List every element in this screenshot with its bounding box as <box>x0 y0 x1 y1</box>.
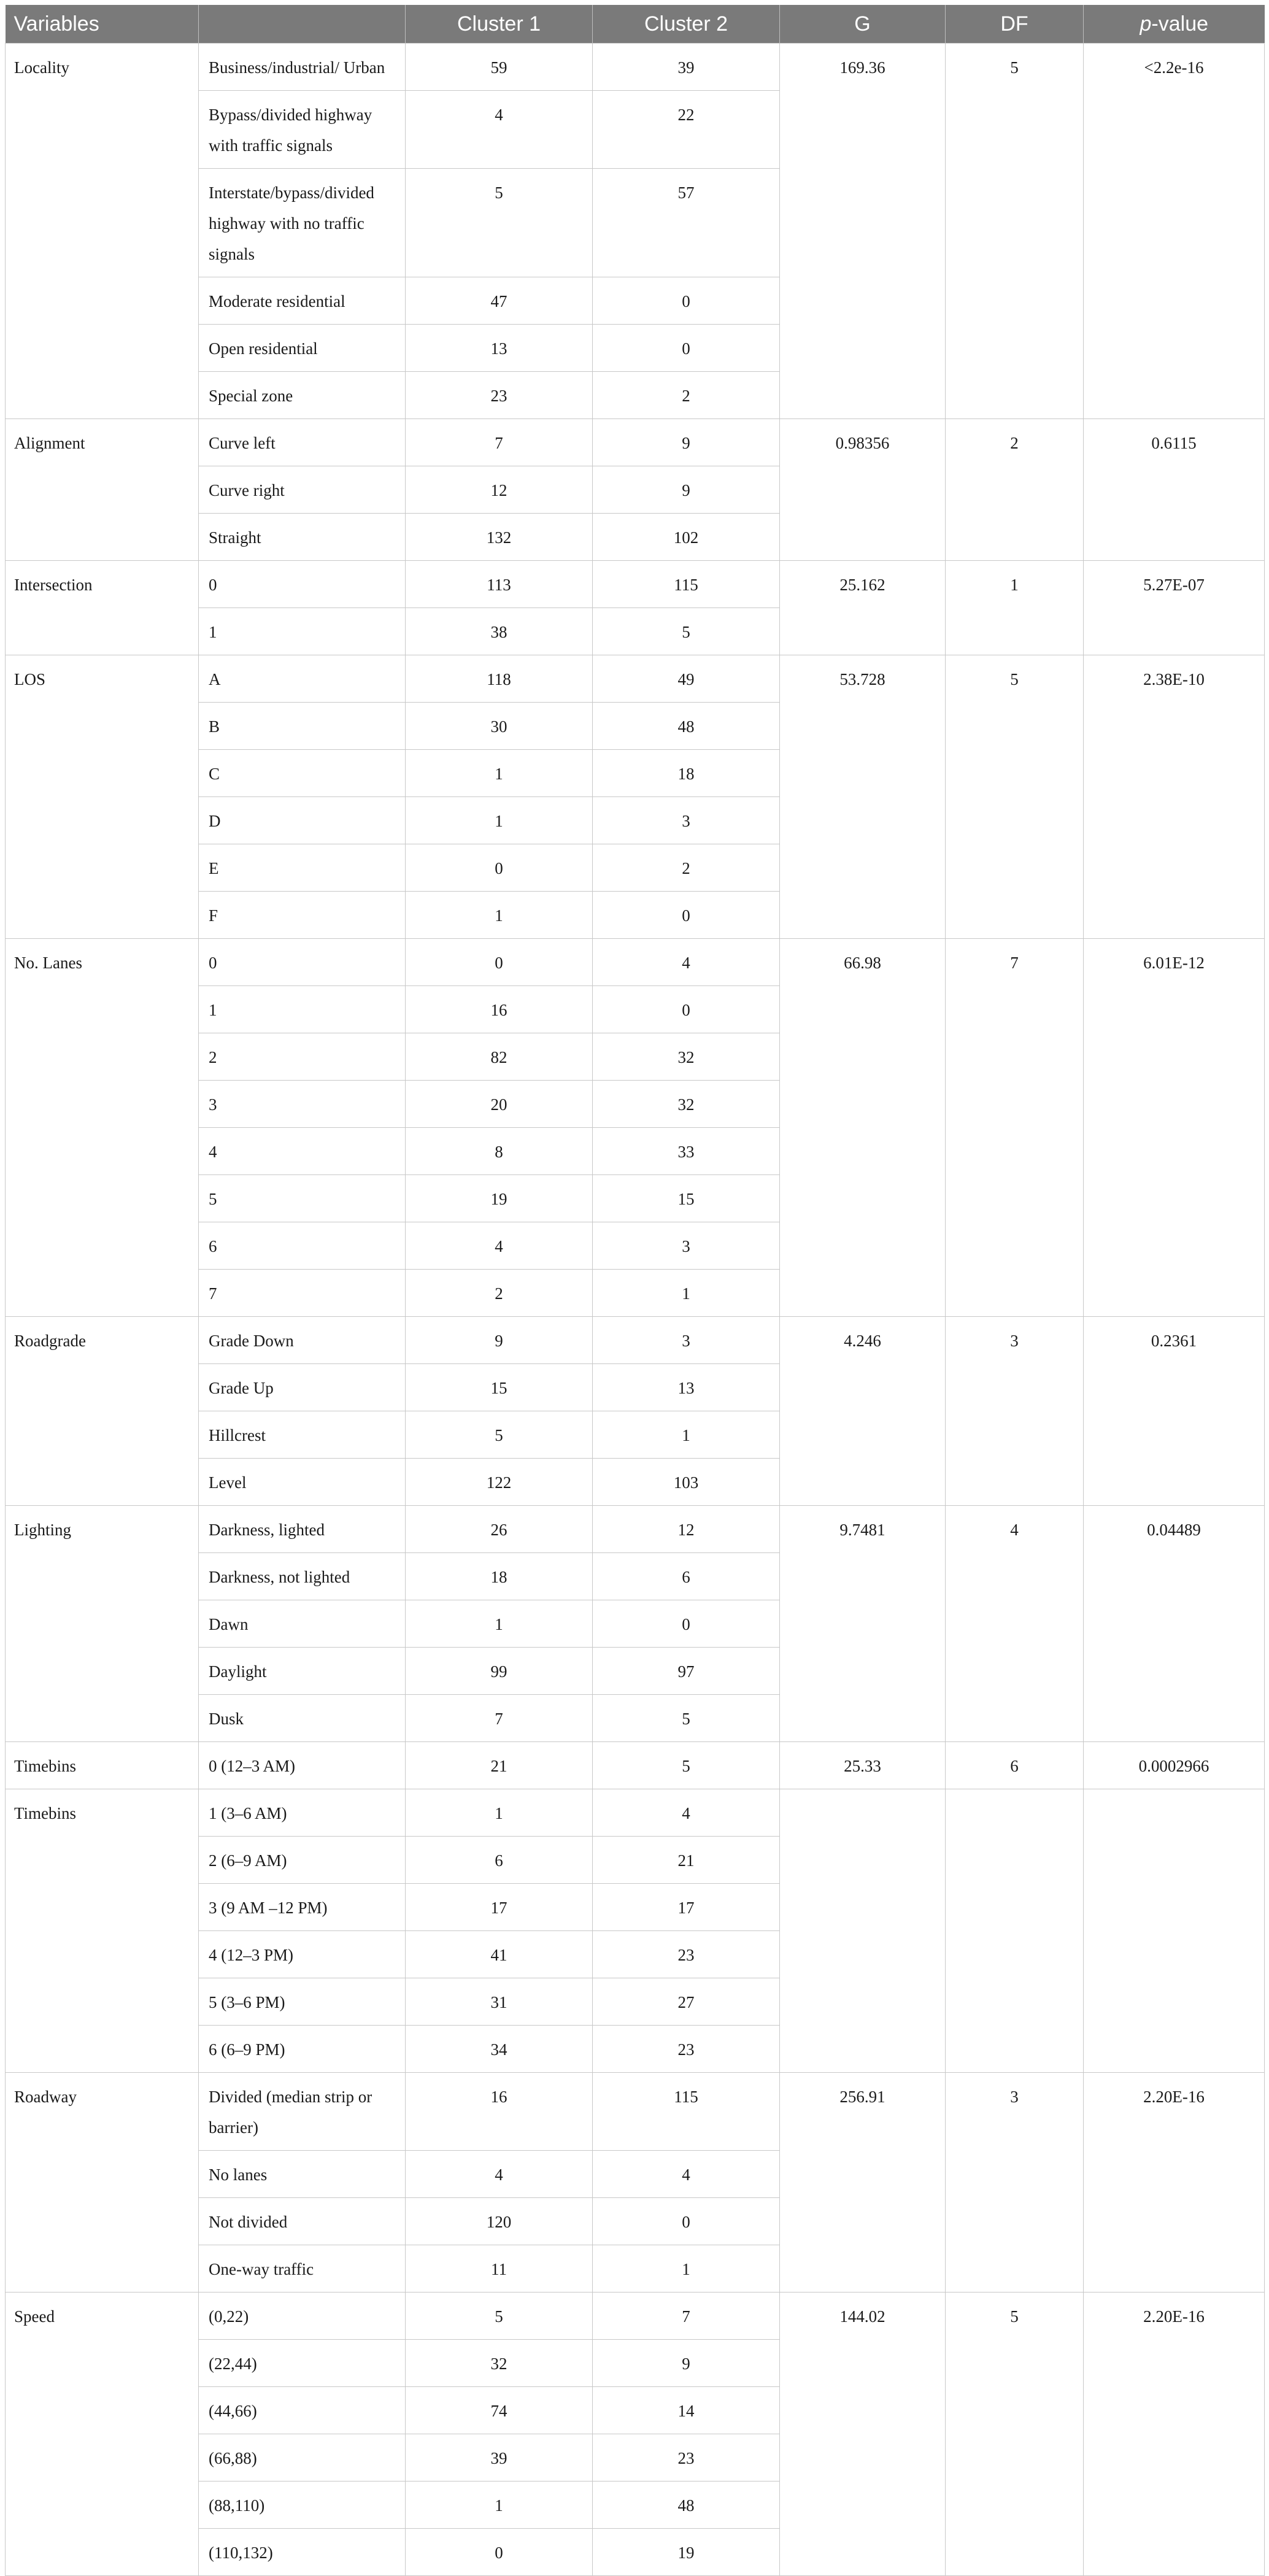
cluster2-cell: 23 <box>593 1931 780 1978</box>
df-cell <box>946 1789 1084 2073</box>
cluster1-cell: 118 <box>406 655 593 703</box>
g-stat-cell <box>780 1789 946 2073</box>
category-cell: Darkness, lighted <box>199 1506 406 1553</box>
cluster1-cell: 82 <box>406 1033 593 1081</box>
cluster2-cell: 15 <box>593 1175 780 1222</box>
category-cell: 0 (12–3 AM) <box>199 1742 406 1789</box>
cluster1-cell: 4 <box>406 2151 593 2198</box>
cluster1-cell: 99 <box>406 1648 593 1695</box>
cluster2-cell: 6 <box>593 1553 780 1600</box>
cluster2-cell: 103 <box>593 1459 780 1506</box>
cluster2-cell: 0 <box>593 986 780 1033</box>
g-stat-cell: 25.162 <box>780 561 946 655</box>
cluster1-cell: 1 <box>406 797 593 844</box>
cluster1-cell: 1 <box>406 2482 593 2529</box>
p-value-cell: 2.20E-16 <box>1084 2073 1265 2293</box>
data-table <box>5 5 1265 2576</box>
df-cell: 1 <box>946 561 1084 655</box>
variable-cell: Timebins <box>6 1742 199 1789</box>
p-value-cell: 0.04489 <box>1084 1506 1265 1742</box>
category-cell: 2 (6–9 AM) <box>199 1837 406 1884</box>
cluster2-cell: 4 <box>593 2151 780 2198</box>
cluster2-cell: 115 <box>593 2073 780 2151</box>
cluster2-cell: 97 <box>593 1648 780 1695</box>
variable-cell: No. Lanes <box>6 939 199 1317</box>
cluster2-cell: 1 <box>593 2245 780 2293</box>
table-row <box>6 655 1265 703</box>
cluster2-cell: 49 <box>593 655 780 703</box>
category-cell: 0 <box>199 939 406 986</box>
cluster2-cell: 48 <box>593 2482 780 2529</box>
cluster2-cell: 32 <box>593 1081 780 1128</box>
df-cell: 3 <box>946 2073 1084 2293</box>
cluster1-cell: 32 <box>406 2340 593 2387</box>
g-stat-cell: 53.728 <box>780 655 946 939</box>
df-cell: 5 <box>946 655 1084 939</box>
cluster2-cell: 57 <box>593 169 780 277</box>
category-cell: 6 (6–9 PM) <box>199 2026 406 2073</box>
table-row <box>6 1789 1265 1837</box>
category-cell: (110,132) <box>199 2529 406 2576</box>
df-cell: 3 <box>946 1317 1084 1506</box>
cluster1-cell: 5 <box>406 169 593 277</box>
cluster1-cell: 13 <box>406 325 593 372</box>
table-row <box>6 939 1265 986</box>
category-cell: Not divided <box>199 2198 406 2245</box>
category-cell: 3 (9 AM –12 PM) <box>199 1884 406 1931</box>
category-cell: (88,110) <box>199 2482 406 2529</box>
cluster1-cell: 21 <box>406 1742 593 1789</box>
cluster1-cell: 12 <box>406 466 593 514</box>
cluster1-cell: 34 <box>406 2026 593 2073</box>
g-stat-cell: 4.246 <box>780 1317 946 1506</box>
p-value-cell: 2.38E-10 <box>1084 655 1265 939</box>
category-cell: One-way traffic <box>199 2245 406 2293</box>
category-cell: No lanes <box>199 2151 406 2198</box>
category-cell: (22,44) <box>199 2340 406 2387</box>
header-cluster1: Cluster 1 <box>406 5 593 44</box>
cluster2-cell: 115 <box>593 561 780 608</box>
cluster1-cell: 7 <box>406 1695 593 1742</box>
g-stat-cell: 144.02 <box>780 2293 946 2576</box>
category-cell: Darkness, not lighted <box>199 1553 406 1600</box>
category-cell: A <box>199 655 406 703</box>
cluster1-cell: 0 <box>406 939 593 986</box>
p-value-cell: 0.0002966 <box>1084 1742 1265 1789</box>
cluster1-cell: 23 <box>406 372 593 419</box>
cluster2-cell: 48 <box>593 703 780 750</box>
category-cell: Dawn <box>199 1600 406 1648</box>
cluster2-cell: 18 <box>593 750 780 797</box>
df-cell: 5 <box>946 2293 1084 2576</box>
cluster1-cell: 113 <box>406 561 593 608</box>
category-cell: 7 <box>199 1270 406 1317</box>
cluster2-cell: 0 <box>593 325 780 372</box>
cluster2-cell: 1 <box>593 1270 780 1317</box>
table-row <box>6 2073 1265 2151</box>
cluster2-cell: 102 <box>593 514 780 561</box>
header-p-value <box>1084 5 1265 44</box>
cluster2-cell: 1 <box>593 1411 780 1459</box>
header-category <box>199 5 406 44</box>
category-cell: (0,22) <box>199 2293 406 2340</box>
cluster1-cell: 120 <box>406 2198 593 2245</box>
header-cluster2: Cluster 2 <box>593 5 780 44</box>
cluster1-cell: 20 <box>406 1081 593 1128</box>
table-header <box>6 5 1265 44</box>
cluster2-cell: 0 <box>593 2198 780 2245</box>
cluster1-cell: 18 <box>406 1553 593 1600</box>
variable-cell: Roadway <box>6 2073 199 2293</box>
cluster2-cell: 3 <box>593 797 780 844</box>
cluster1-cell: 9 <box>406 1317 593 1364</box>
cluster2-cell: 14 <box>593 2387 780 2434</box>
p-value-cell: 6.01E-12 <box>1084 939 1265 1317</box>
cluster2-cell: 0 <box>593 892 780 939</box>
cluster1-cell: 15 <box>406 1364 593 1411</box>
cluster2-cell: 4 <box>593 939 780 986</box>
category-cell: Daylight <box>199 1648 406 1695</box>
header-df: DF <box>946 5 1084 44</box>
variable-cell: Alignment <box>6 419 199 561</box>
table-row <box>6 44 1265 91</box>
cluster2-cell: 9 <box>593 419 780 466</box>
cluster1-cell: 8 <box>406 1128 593 1175</box>
header-variables: Variables <box>6 5 199 44</box>
category-cell: E <box>199 844 406 892</box>
cluster2-cell: 0 <box>593 277 780 325</box>
cluster2-cell: 0 <box>593 1600 780 1648</box>
category-cell: Business/industrial/ Urban <box>199 44 406 91</box>
cluster2-cell: 23 <box>593 2026 780 2073</box>
cluster2-cell: 3 <box>593 1222 780 1270</box>
cluster1-cell: 74 <box>406 2387 593 2434</box>
category-cell: 6 <box>199 1222 406 1270</box>
cluster2-cell: 5 <box>593 1742 780 1789</box>
cluster1-cell: 1 <box>406 1600 593 1648</box>
category-cell: Hillcrest <box>199 1411 406 1459</box>
cluster1-cell: 47 <box>406 277 593 325</box>
category-cell: Straight <box>199 514 406 561</box>
category-cell: Curve left <box>199 419 406 466</box>
category-cell: 0 <box>199 561 406 608</box>
variable-cell: Lighting <box>6 1506 199 1742</box>
cluster1-cell: 6 <box>406 1837 593 1884</box>
df-cell: 4 <box>946 1506 1084 1742</box>
variable-cell: LOS <box>6 655 199 939</box>
table-row <box>6 2293 1265 2340</box>
g-stat-cell: 66.98 <box>780 939 946 1317</box>
category-cell: 2 <box>199 1033 406 1081</box>
variable-cell: Locality <box>6 44 199 419</box>
g-stat-cell: 9.7481 <box>780 1506 946 1742</box>
table-row <box>6 419 1265 466</box>
g-stat-cell: 0.98356 <box>780 419 946 561</box>
cluster2-cell: 9 <box>593 2340 780 2387</box>
df-cell: 6 <box>946 1742 1084 1789</box>
cluster1-cell: 26 <box>406 1506 593 1553</box>
variable-cell: Roadgrade <box>6 1317 199 1506</box>
cluster1-cell: 30 <box>406 703 593 750</box>
table-row <box>6 1742 1265 1789</box>
cluster1-cell: 0 <box>406 2529 593 2576</box>
category-cell: (44,66) <box>199 2387 406 2434</box>
cluster2-cell: 5 <box>593 1695 780 1742</box>
category-cell: Level <box>199 1459 406 1506</box>
variable-cell: Speed <box>6 2293 199 2576</box>
p-value-cell: 2.20E-16 <box>1084 2293 1265 2576</box>
cluster1-cell: 1 <box>406 1789 593 1837</box>
cluster1-cell: 16 <box>406 2073 593 2151</box>
cluster1-cell: 41 <box>406 1931 593 1978</box>
cluster2-cell: 2 <box>593 372 780 419</box>
category-cell: Grade Up <box>199 1364 406 1411</box>
cluster2-cell: 19 <box>593 2529 780 2576</box>
df-cell: 7 <box>946 939 1084 1317</box>
cluster1-cell: 19 <box>406 1175 593 1222</box>
cluster1-cell: 2 <box>406 1270 593 1317</box>
cluster2-cell: 27 <box>593 1978 780 2026</box>
category-cell: C <box>199 750 406 797</box>
p-value-cell: 5.27E-07 <box>1084 561 1265 655</box>
g-stat-cell: 25.33 <box>780 1742 946 1789</box>
cluster1-cell: 7 <box>406 419 593 466</box>
cluster1-cell: 1 <box>406 750 593 797</box>
cluster2-cell: 21 <box>593 1837 780 1884</box>
cluster1-cell: 4 <box>406 1222 593 1270</box>
category-cell: F <box>199 892 406 939</box>
category-cell: Divided (median strip or barrier) <box>199 2073 406 2151</box>
p-value-cell: 0.2361 <box>1084 1317 1265 1506</box>
p-value-cell: <2.2e-16 <box>1084 44 1265 419</box>
category-cell: 5 <box>199 1175 406 1222</box>
header-g: G <box>780 5 946 44</box>
cluster2-cell: 3 <box>593 1317 780 1364</box>
p-value-cell: 0.6115 <box>1084 419 1265 561</box>
cluster1-cell: 5 <box>406 2293 593 2340</box>
category-cell: 1 (3–6 AM) <box>199 1789 406 1837</box>
variable-cell: Timebins <box>6 1789 199 2073</box>
category-cell: D <box>199 797 406 844</box>
category-cell: Moderate residential <box>199 277 406 325</box>
cluster1-cell: 38 <box>406 608 593 655</box>
cluster2-cell: 32 <box>593 1033 780 1081</box>
category-cell: 4 (12–3 PM) <box>199 1931 406 1978</box>
variable-cell: Intersection <box>6 561 199 655</box>
cluster1-cell: 1 <box>406 892 593 939</box>
category-cell: 1 <box>199 986 406 1033</box>
category-cell: B <box>199 703 406 750</box>
cluster2-cell: 33 <box>593 1128 780 1175</box>
cluster1-cell: 39 <box>406 2434 593 2482</box>
category-cell: Grade Down <box>199 1317 406 1364</box>
cluster2-cell: 39 <box>593 44 780 91</box>
category-cell: Special zone <box>199 372 406 419</box>
cluster2-cell: 17 <box>593 1884 780 1931</box>
cluster1-cell: 11 <box>406 2245 593 2293</box>
df-cell: 2 <box>946 419 1084 561</box>
cluster2-cell: 13 <box>593 1364 780 1411</box>
cluster2-cell: 9 <box>593 466 780 514</box>
cluster1-cell: 16 <box>406 986 593 1033</box>
cluster2-cell: 2 <box>593 844 780 892</box>
category-cell: Dusk <box>199 1695 406 1742</box>
table-row <box>6 1506 1265 1553</box>
header-p-suffix: -value <box>1151 12 1209 36</box>
g-stat-cell: 256.91 <box>780 2073 946 2293</box>
category-cell: Open residential <box>199 325 406 372</box>
cluster2-cell: 5 <box>593 608 780 655</box>
header-p-italic: p <box>1140 12 1152 36</box>
g-stat-cell: 169.36 <box>780 44 946 419</box>
cluster1-cell: 4 <box>406 91 593 169</box>
cluster2-cell: 22 <box>593 91 780 169</box>
df-cell: 5 <box>946 44 1084 419</box>
cluster1-cell: 5 <box>406 1411 593 1459</box>
category-cell: Interstate/bypass/divided highway with no traffic signals <box>199 169 406 277</box>
p-value-cell <box>1084 1789 1265 2073</box>
cluster2-cell: 12 <box>593 1506 780 1553</box>
cluster1-cell: 59 <box>406 44 593 91</box>
table-body <box>6 44 1265 2576</box>
category-cell: 1 <box>199 608 406 655</box>
cluster1-cell: 122 <box>406 1459 593 1506</box>
category-cell: Curve right <box>199 466 406 514</box>
category-cell: 3 <box>199 1081 406 1128</box>
category-cell: 5 (3–6 PM) <box>199 1978 406 2026</box>
cluster1-cell: 132 <box>406 514 593 561</box>
cluster1-cell: 31 <box>406 1978 593 2026</box>
cluster2-cell: 23 <box>593 2434 780 2482</box>
cluster2-cell: 7 <box>593 2293 780 2340</box>
table-row <box>6 1317 1265 1364</box>
category-cell: 4 <box>199 1128 406 1175</box>
category-cell: Bypass/divided highway with traffic signals <box>199 91 406 169</box>
cluster2-cell: 4 <box>593 1789 780 1837</box>
category-cell: (66,88) <box>199 2434 406 2482</box>
cluster1-cell: 17 <box>406 1884 593 1931</box>
header-row <box>6 5 1265 44</box>
cluster1-cell: 0 <box>406 844 593 892</box>
table-row <box>6 561 1265 608</box>
